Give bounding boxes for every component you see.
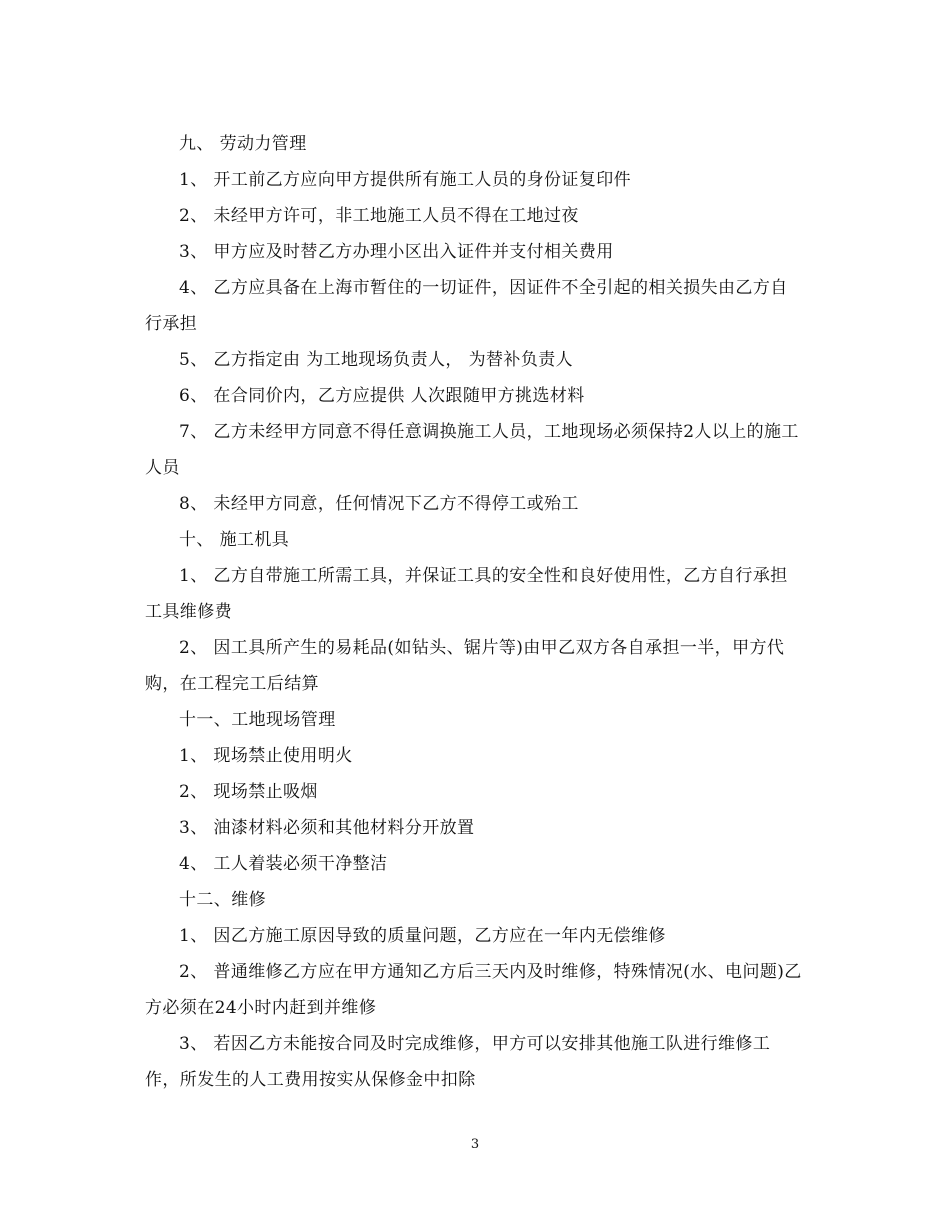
clause-11-3: 3、 油漆材料必须和其他材料分开放置: [179, 818, 475, 838]
section-heading-10: 十、 施工机具: [179, 530, 290, 550]
clause-10-1: 1、 乙方自带施工所需工具，并保证工具的安全性和良好使用性，乙方自行承担工具维修费: [145, 566, 788, 622]
clause-12-3: 3、 若因乙方未能按合同及时完成维修，甲方可以安排其他施工队进行维修工作，所发生的人工费用按实从保修金中扣除: [145, 1034, 771, 1090]
document-body: [145, 126, 805, 1098]
clause-9-8: 8、 未经甲方同意，任何情况下乙方不得停工或殆工: [179, 494, 579, 514]
clause-9-4: 4、 乙方应具备在上海市暂住的一切证件，因证件不全引起的相关损失由乙方自行承担: [145, 278, 788, 334]
section-heading-12: 十二、维修: [179, 890, 266, 910]
clause-9-2: 2、 未经甲方许可，非工地施工人员不得在工地过夜: [179, 206, 579, 226]
clause-11-4: 4、 工人着装必须干净整洁: [179, 854, 388, 874]
clause-9-7: 7、 乙方未经甲方同意不得任意调换施工人员，工地现场必须保持2人以上的施工人员: [145, 422, 799, 478]
clause-9-5: 5、 乙方指定由 为工地现场负责人， 为替补负责人: [179, 350, 574, 370]
clause-11-2: 2、 现场禁止吸烟: [179, 782, 318, 802]
clause-9-3: 3、 甲方应及时替乙方办理小区出入证件并支付相关费用: [179, 242, 614, 262]
clause-12-2: 2、 普通维修乙方应在甲方通知乙方后三天内及时维修，特殊情况(水、电问题)乙方必须在24小时内赶到并维修: [145, 962, 802, 1018]
clause-12-1: 1、 因乙方施工原因导致的质量问题，乙方应在一年内无偿维修: [179, 926, 666, 946]
clause-11-1: 1、 现场禁止使用明火: [179, 746, 353, 766]
section-heading-9: 九、 劳动力管理: [179, 134, 307, 154]
clause-9-1: 1、 开工前乙方应向甲方提供所有施工人员的身份证复印件: [179, 170, 632, 190]
section-heading-11: 十一、工地现场管理: [179, 710, 336, 730]
page-number: 3: [470, 1137, 480, 1152]
clause-10-2: 2、 因工具所产生的易耗品(如钻头、锯片等)由甲乙双方各自承担一半，甲方代购，在工程完工后结算: [145, 638, 785, 694]
clause-9-6: 6、 在合同价内，乙方应提供 人次跟随甲方挑选材料: [179, 386, 585, 406]
